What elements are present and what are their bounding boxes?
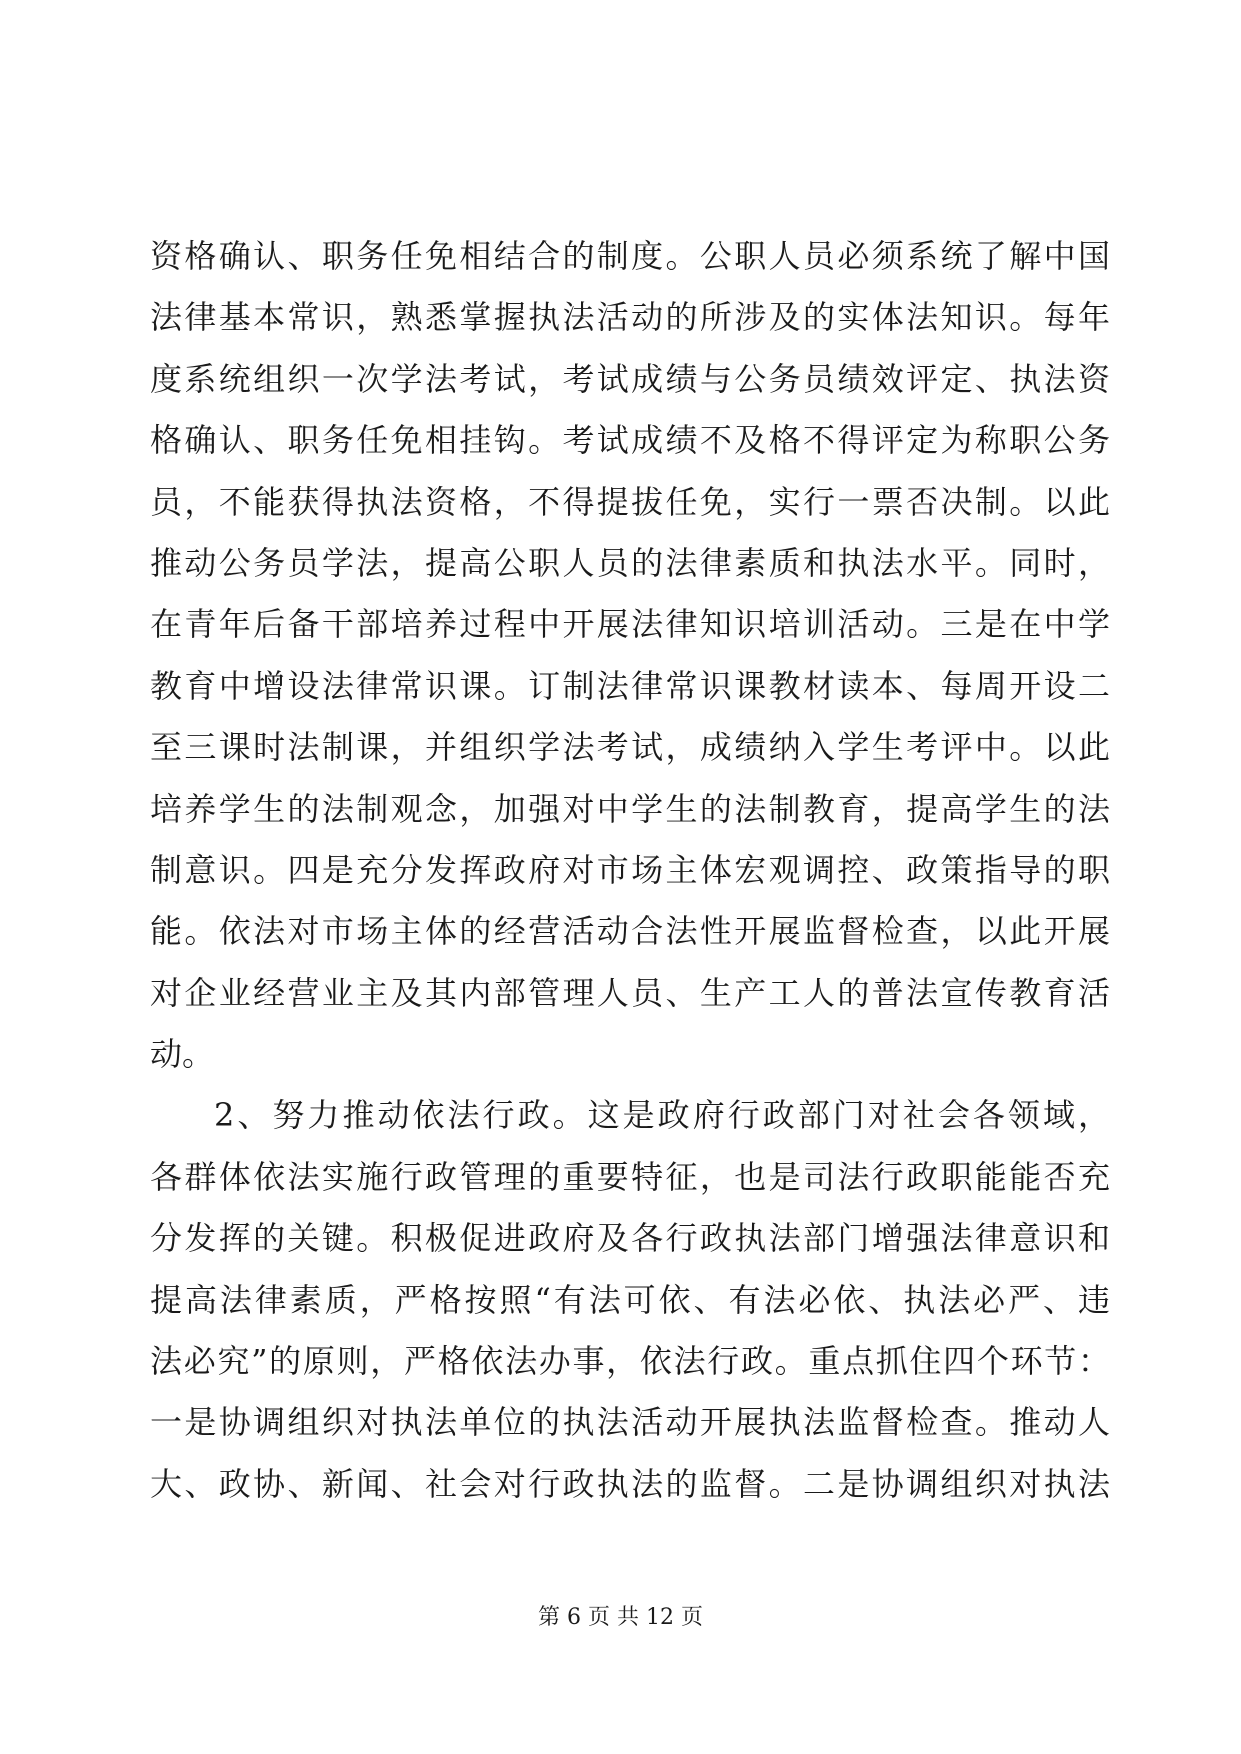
body-line: 动。: [150, 1035, 215, 1074]
body-line: 能。依法对市场主体的经营活动合法性开展监督检查，以此开展: [150, 912, 1110, 951]
body-line: 培养学生的法制观念，加强对中学生的法制教育，提高学生的法: [150, 789, 1110, 828]
body-line: 制意识。四是充分发挥政府对市场主体宏观调控、政策指导的职: [150, 850, 1110, 889]
body-line: 大、政协、新闻、社会对行政执法的监督。二是协调组织对执法: [150, 1464, 1110, 1503]
body-line: 资格确认、职务任免相结合的制度。公职人员必须系统了解中国: [150, 237, 1110, 275]
body-line: 度系统组织一次学法考试，考试成绩与公务员绩效评定、执法资: [150, 359, 1110, 398]
body-line: 员，不能获得执法资格，不得提拔任免，实行一票否决制。以此: [150, 482, 1110, 521]
body-line: 至三课时法制课，并组织学法考试，成绩纳入学生考评中。以此: [150, 728, 1110, 767]
body-line: 教育中增设法律常识课。订制法律常识课教材读本、每周开设二: [150, 666, 1110, 705]
body-line: 格确认、职务任免相挂钩。考试成绩不及格不得评定为称职公务: [150, 421, 1110, 460]
page-number-label: 第 6 页 共 12 页: [538, 1605, 703, 1630]
body-line: 法必究”的原则，严格依法办事，依法行政。重点抓住四个环节：: [150, 1342, 1110, 1381]
body-line: 提高法律素质，严格按照“有法可依、有法必依、执法必严、违: [150, 1280, 1110, 1319]
body-line: 法律基本常识，熟悉掌握执法活动的所涉及的实体法知识。每年: [150, 298, 1110, 337]
body-line: 2、努力推动依法行政。这是政府行政部门对社会各领域，: [214, 1096, 1110, 1135]
document-body: [150, 226, 1110, 1515]
body-line: 分发挥的关键。积极促进政府及各行政执法部门增强法律意识和: [150, 1219, 1110, 1258]
body-line: 一是协调组织对执法单位的执法活动开展执法监督检查。推动人: [150, 1403, 1110, 1442]
page-footer: [0, 1600, 1241, 1631]
body-line: 对企业经营业主及其内部管理人员、生产工人的普法宣传教育活: [150, 973, 1110, 1012]
body-line: 各群体依法实施行政管理的重要特征，也是司法行政职能能否充: [150, 1157, 1110, 1196]
body-line: 推动公务员学法，提高公职人员的法律素质和执法水平。同时，: [150, 543, 1110, 582]
body-line: 在青年后备干部培养过程中开展法律知识培训活动。三是在中学: [150, 605, 1110, 644]
